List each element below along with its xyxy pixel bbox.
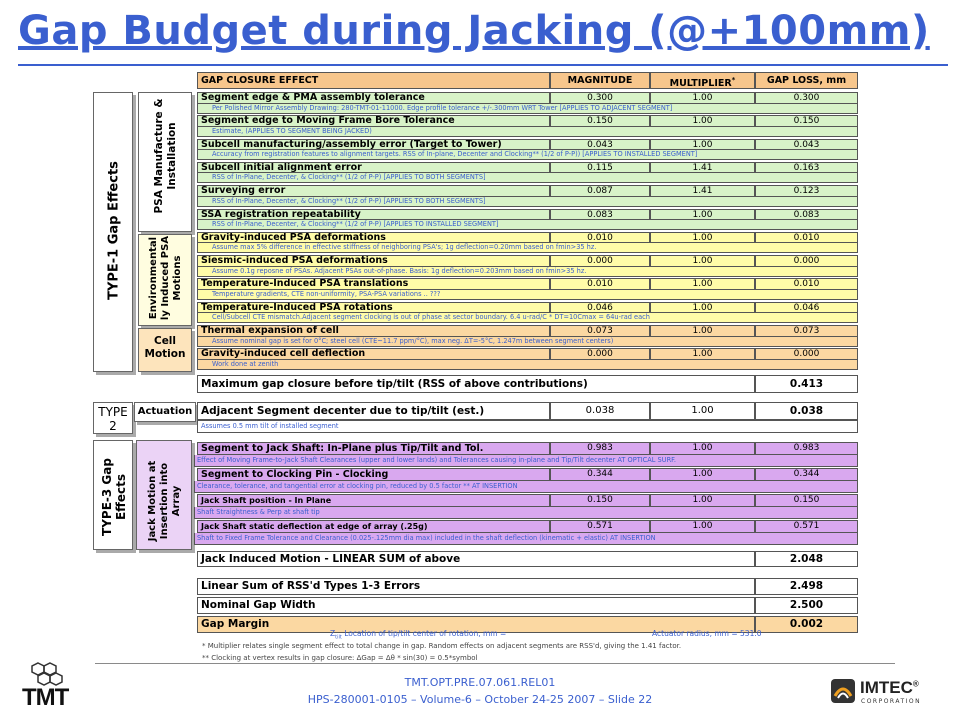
title-underline [18,64,948,66]
header-magnitude: MAGNITUDE [550,72,650,89]
row-magnitude: 0.000 [550,348,650,360]
max-closure-label: Maximum gap closure before tip/tilt (RSS of above contributions) [197,375,755,393]
row-magnitude: 0.046 [550,302,650,314]
group-env [138,234,192,326]
row-gap-loss: 0.010 [755,232,858,244]
row-multiplier: 1.00 [650,232,755,244]
jack-row-label: Jack Shaft static deflection at edge of array (.25g) [197,520,550,533]
row-label: Temperature-Induced PSA translations [197,278,550,290]
group-actuation-label: Actuation [137,406,193,417]
jack-row-note: Shaft Straightness & Perp at shaft tip [194,507,858,519]
row-gap-loss: 0.043 [755,139,858,151]
row-label: Subcell manufacturing/assembly error (Target to Tower) [197,139,550,151]
gap-margin-label: Gap Margin [197,616,755,633]
tilt-center-note [330,629,506,641]
jack-row-gap-loss: 0.150 [755,494,858,507]
type2-magnitude: 0.038 [550,402,650,420]
row-gap-loss: 0.300 [755,92,858,104]
header-effect: GAP CLOSURE EFFECT [197,72,550,89]
jack-row-magnitude: 0.983 [550,442,650,455]
group-psa-label: PSA Manufacture & Installation [153,98,178,214]
row-multiplier: 1.00 [650,139,755,151]
group-type3-label: TYPE-3 Gap Effects [100,458,128,536]
group-jack-label: Jack Motion at Insertion into Array [147,460,182,542]
type2-note: Assumes 0.5 mm tilt of installed segment [197,420,858,433]
row-multiplier: 1.00 [650,348,755,360]
max-closure-value: 0.413 [755,375,858,393]
row-multiplier: 1.00 [650,255,755,267]
jack-row-label: Segment to Jack Shaft: In-Plane plus Tip/Tilt and Tol. [197,442,550,455]
row-gap-loss: 0.000 [755,348,858,360]
row-multiplier: 1.00 [650,325,755,337]
row-gap-loss: 0.150 [755,115,858,127]
row-multiplier: 1.00 [650,115,755,127]
footer-divider [95,663,895,664]
footnote-2: ** Clocking at vertex results in gap closure: ΔGap = Δθ * sin(30) = 0.5*symbol [202,654,478,662]
imtec-mark-icon [830,678,856,704]
jack-row-note: Effect of Moving Frame-to-Jack Shaft Clearances (upper and lower lands) and Tolerances causing in-plane and Tip/Tilt decenter AT OPTICAL SURF. [194,455,858,467]
row-note: Accuracy from registration features to alignment targets. RSS of In-plane, Decenter and Clocking** (1/2 of P-P)) [APPLIES TO INSTALLED SEGMENT] [197,150,858,160]
row-label: Temperature-Induced PSA rotations [197,302,550,314]
row-multiplier: 1.41 [650,162,755,174]
tilt-center-sub: tilt [335,634,342,641]
group-cell-label: Cell Motion [144,335,186,360]
row-multiplier: 1.00 [650,92,755,104]
row-note: Estimate, (APPLIES TO SEGMENT BEING JACKED) [197,127,858,137]
row-magnitude: 0.073 [550,325,650,337]
gap-margin-value: 0.002 [755,616,858,633]
row-label: Segment edge to Moving Frame Bore Tolerance [197,115,550,127]
row-label: Surveying error [197,185,550,197]
group-env-label: Environmental ly Induced PSA Motions [148,235,183,321]
linear-sum-label: Linear Sum of RSS'd Types 1-3 Errors [197,578,755,595]
row-note: Assume 0.1g reposne of PSAs. Adjacent PSAs out-of-phase. Basis: 1g deflection=0.203mm based on fmin>35 hz. [197,267,858,277]
header-multiplier [650,72,755,89]
jack-row-label: Jack Shaft position - In Plane [197,494,550,507]
jack-row-magnitude: 0.150 [550,494,650,507]
row-magnitude: 0.043 [550,139,650,151]
jack-row-label: Segment to Clocking Pin - Clocking [197,468,550,481]
tmt-logo [18,660,78,715]
header-gap-loss: GAP LOSS, mm [755,72,858,89]
row-note: RSS of In-Plane, Decenter, & Clocking** (1/2 of P-P) [APPLIES TO BOTH SEGMENTS] [197,197,858,207]
row-gap-loss: 0.046 [755,302,858,314]
group-type1 [93,92,133,372]
tmt-logo-text: TMT [22,684,69,711]
nominal-gap-value: 2.500 [755,597,858,614]
jack-sum-value: 2.048 [755,551,858,567]
header-multiplier-mark: * [731,76,736,84]
row-multiplier: 1.41 [650,185,755,197]
tilt-center-z: Z [330,629,336,638]
row-multiplier: 1.00 [650,302,755,314]
type2-loss: 0.038 [755,402,858,420]
footer-meeting: HPS-280001-0105 – Volume-6 – October 24-25 2007 – Slide 22 [307,693,653,706]
row-label: Siesmic-induced PSA deformations [197,255,550,267]
row-multiplier: 1.00 [650,278,755,290]
header-multiplier-label: MULTIPLIER [669,78,732,90]
jack-row-multiplier: 1.00 [650,494,755,507]
jack-sum-label: Jack Induced Motion - LINEAR SUM of above [197,551,755,567]
jack-row-gap-loss: 0.344 [755,468,858,481]
imtec-logo-sub: CORPORATION [861,698,922,705]
row-magnitude: 0.000 [550,255,650,267]
actuator-radius-note: Actuator radius, mm = 531.0 [652,629,762,638]
row-magnitude: 0.010 [550,278,650,290]
footer-doc-id: TMT.OPT.PRE.07.061.REL01 [404,676,556,689]
page-title: Gap Budget during Jacking (@+100mm) [18,8,930,54]
row-gap-loss: 0.163 [755,162,858,174]
row-label: Subcell initial alignment error [197,162,550,174]
row-note: RSS of In-Plane, Decenter, & Clocking** (1/2 of P-P) [APPLIES TO BOTH SEGMENTS] [197,173,858,183]
group-cell [138,328,192,372]
group-jack [136,440,192,550]
jack-row-gap-loss: 0.983 [755,442,858,455]
group-psa [138,92,192,232]
row-note: Assume max 5% difference in effective stiffness of neighboring PSA's; 1g deflection=0.20mm based on fmin>35 hz. [197,243,858,253]
jack-row-multiplier: 1.00 [650,468,755,481]
row-magnitude: 0.150 [550,115,650,127]
row-note: Work done at zenith [197,360,858,370]
row-gap-loss: 0.073 [755,325,858,337]
group-type2 [93,402,133,434]
row-note: Temperature gradients, CTE non-uniformity, PSA-PSA variations .. ??? [197,290,858,300]
row-note: RSS of In-Plane, Decenter, & Clocking** (1/2 of P-P) [APPLIES TO INSTALLED SEGMENT] [197,220,858,230]
row-magnitude: 0.087 [550,185,650,197]
row-multiplier: 1.00 [650,209,755,221]
group-type2-label: TYPE 2 [98,405,128,433]
tilt-center-text: Location of tip/tilt center of rotation, mm = [341,629,507,638]
group-type3 [93,440,133,550]
jack-row-multiplier: 1.00 [650,520,755,533]
jack-row-magnitude: 0.571 [550,520,650,533]
nominal-gap-label: Nominal Gap Width [197,597,755,614]
imtec-name: IMTEC [860,678,913,697]
jack-row-multiplier: 1.00 [650,442,755,455]
group-type1-label: TYPE-1 Gap Effects [106,161,122,300]
linear-sum-value: 2.498 [755,578,858,595]
row-gap-loss: 0.010 [755,278,858,290]
row-label: SSA registration repeatability [197,209,550,221]
jack-row-note: Shaft to Fixed Frame Tolerance and Clearance (0.025-.125mm dia max) included in the shaft deflection (kinematic + elastic) AT INSERTION [194,533,858,545]
jack-row-gap-loss: 0.571 [755,520,858,533]
row-gap-loss: 0.083 [755,209,858,221]
imtec-reg-mark: ® [912,679,919,689]
row-label: Gravity-induced cell deflection [197,348,550,360]
jack-row-magnitude: 0.344 [550,468,650,481]
imtec-logo-text [860,678,919,698]
row-gap-loss: 0.000 [755,255,858,267]
type2-multiplier: 1.00 [650,402,755,420]
row-magnitude: 0.300 [550,92,650,104]
footnote-1: * Multiplier relates single segment effect to total change in gap. Random effects on adjacent segments are RSS'd, giving the 1.41 factor. [202,642,682,650]
row-note: Assume nominal gap is set for 0°C; steel cell (CTE~11.7 ppm/°C), max neg. ΔT=-5°C, 1.247m between segment centers) [197,337,858,347]
row-label: Thermal expansion of cell [197,325,550,337]
jack-row-note: Clearance, tolerance, and tangential error at clocking pin, reduced by 0.5 factor ** AT INSERTION [194,481,858,493]
row-magnitude: 0.010 [550,232,650,244]
row-gap-loss: 0.123 [755,185,858,197]
row-label: Segment edge & PMA assembly tolerance [197,92,550,104]
row-magnitude: 0.083 [550,209,650,221]
row-note: Per Polished Mirror Assembly Drawing: 280-TMT-01-11000. Edge profile tolerance +/-.300mm WRT Tower [APPLIES TO ADJACENT SEGMENT] [197,104,858,114]
group-actuation [134,402,196,422]
type2-label: Adjacent Segment decenter due to tip/tilt (est.) [197,402,550,420]
row-note: Cell/Subcell CTE mismatch.Adjacent segment clocking is out of phase at sector boundary. 6.4 u-rad/C * DT=10Cmax = 64u-rad each [197,313,858,323]
row-label: Gravity-induced PSA deformations [197,232,550,244]
row-magnitude: 0.115 [550,162,650,174]
imtec-logo [830,676,950,714]
